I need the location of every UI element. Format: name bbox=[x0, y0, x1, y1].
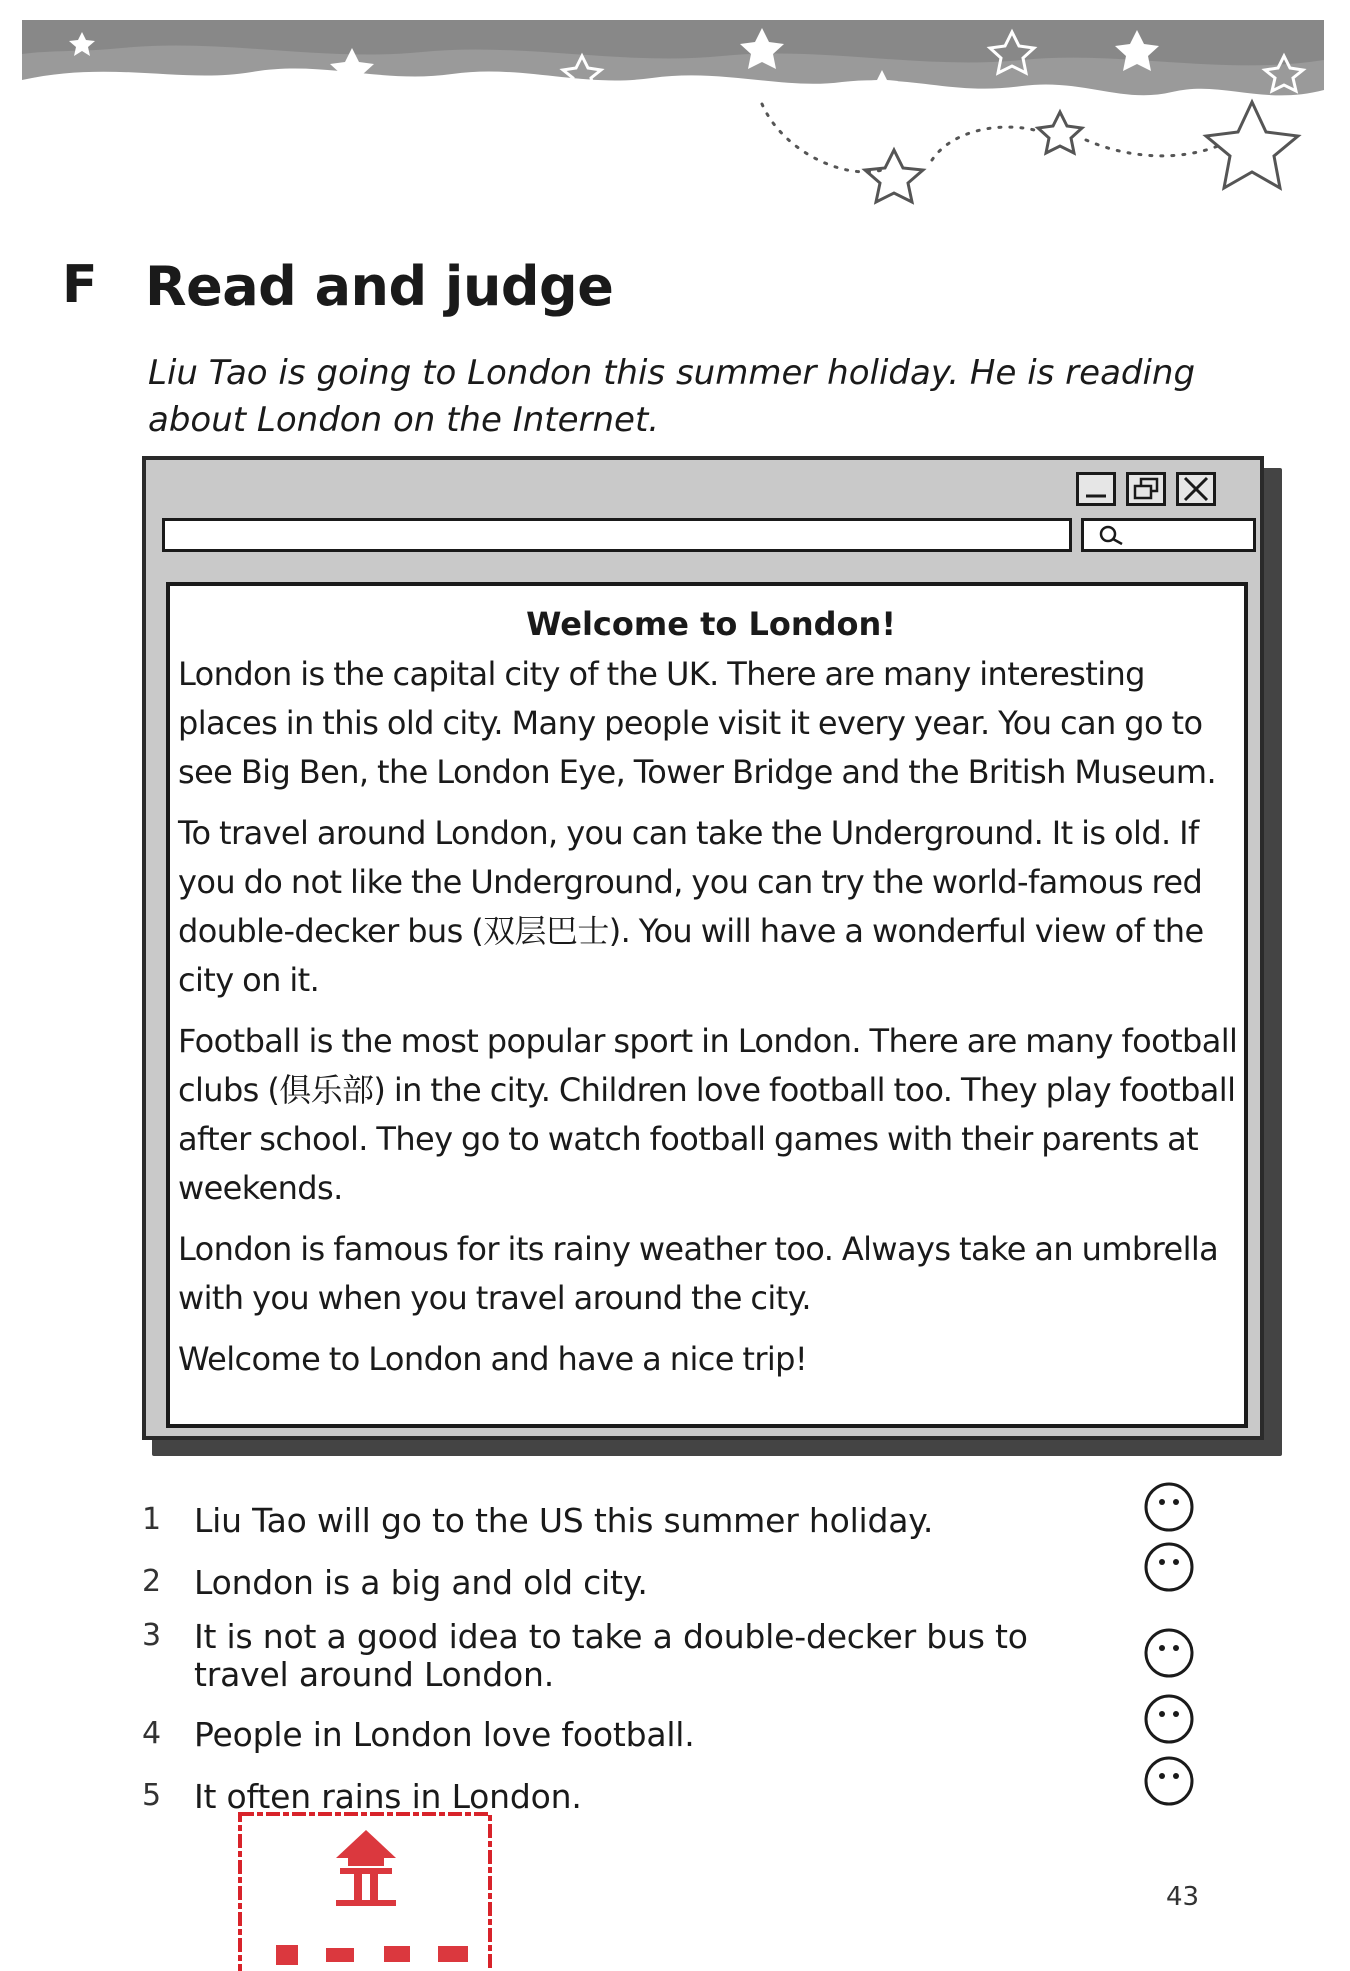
search-box[interactable] bbox=[1081, 518, 1256, 552]
question-text: Liu Tao will go to the US this summer holiday. bbox=[194, 1501, 934, 1540]
star-outline-icon bbox=[1038, 112, 1082, 153]
blank-face-icon[interactable] bbox=[1142, 1692, 1196, 1746]
web-page-content bbox=[166, 582, 1248, 1428]
blank-face-icon[interactable] bbox=[1142, 1626, 1196, 1680]
question-text: London is a big and old city. bbox=[194, 1563, 648, 1602]
section-title: Read and judge bbox=[145, 255, 614, 318]
star-outline-icon bbox=[865, 150, 923, 202]
blank-face-icon[interactable] bbox=[1142, 1540, 1196, 1594]
close-icon[interactable] bbox=[1176, 472, 1216, 506]
star-outline-icon bbox=[1206, 102, 1298, 188]
red-library-stamp bbox=[236, 1810, 496, 1971]
page-number: 43 bbox=[1166, 1882, 1200, 1912]
paragraph: London is the capital city of the UK. There are many interesting places in this old city. Many people visit it every year. You can go to see Big Ben, the London Eye, Tower Bridge and the British Museum. bbox=[178, 655, 1217, 791]
browser-window bbox=[142, 456, 1264, 1440]
paragraph: London is famous for its rainy weather too. Always take an umbrella with you when you travel around the city. bbox=[178, 1230, 1219, 1317]
paragraph: Welcome to London and have a nice trip! bbox=[178, 1340, 808, 1378]
search-icon bbox=[1092, 522, 1132, 550]
address-bar[interactable] bbox=[162, 518, 1072, 552]
intro-text: Liu Tao is going to London this summer holiday. He is reading about London on the Internet. bbox=[148, 353, 1196, 440]
paragraph: Football is the most popular sport in London. There are many football clubs (俱乐部) in the city. Children love football too. They play football after school. They go to watch football games with their parents at weekends. bbox=[178, 1022, 1238, 1207]
question-number: 4 bbox=[142, 1716, 162, 1751]
minimize-icon[interactable] bbox=[1076, 472, 1116, 506]
section-letter: F bbox=[62, 255, 98, 315]
question-text: It is not a good idea to take a double-decker bus to travel around London. bbox=[194, 1617, 1028, 1694]
question-number: 1 bbox=[142, 1502, 162, 1537]
page-heading: Welcome to London! bbox=[526, 605, 896, 643]
star-banner-decoration bbox=[22, 20, 1324, 230]
question-text: People in London love football. bbox=[194, 1715, 695, 1754]
blank-face-icon[interactable] bbox=[1142, 1480, 1196, 1534]
question-number: 2 bbox=[142, 1564, 162, 1599]
question-text: It often rains in London. bbox=[194, 1777, 582, 1816]
paragraph: To travel around London, you can take the Underground. It is old. If you do not like the Underground, you can try the world-famous red double-decker bus (双层巴士). You will have a wonderful view of the city on it. bbox=[178, 814, 1204, 999]
question-number: 3 bbox=[142, 1618, 162, 1653]
question-number: 5 bbox=[142, 1778, 162, 1813]
restore-icon[interactable] bbox=[1126, 472, 1166, 506]
blank-face-icon[interactable] bbox=[1142, 1754, 1196, 1808]
